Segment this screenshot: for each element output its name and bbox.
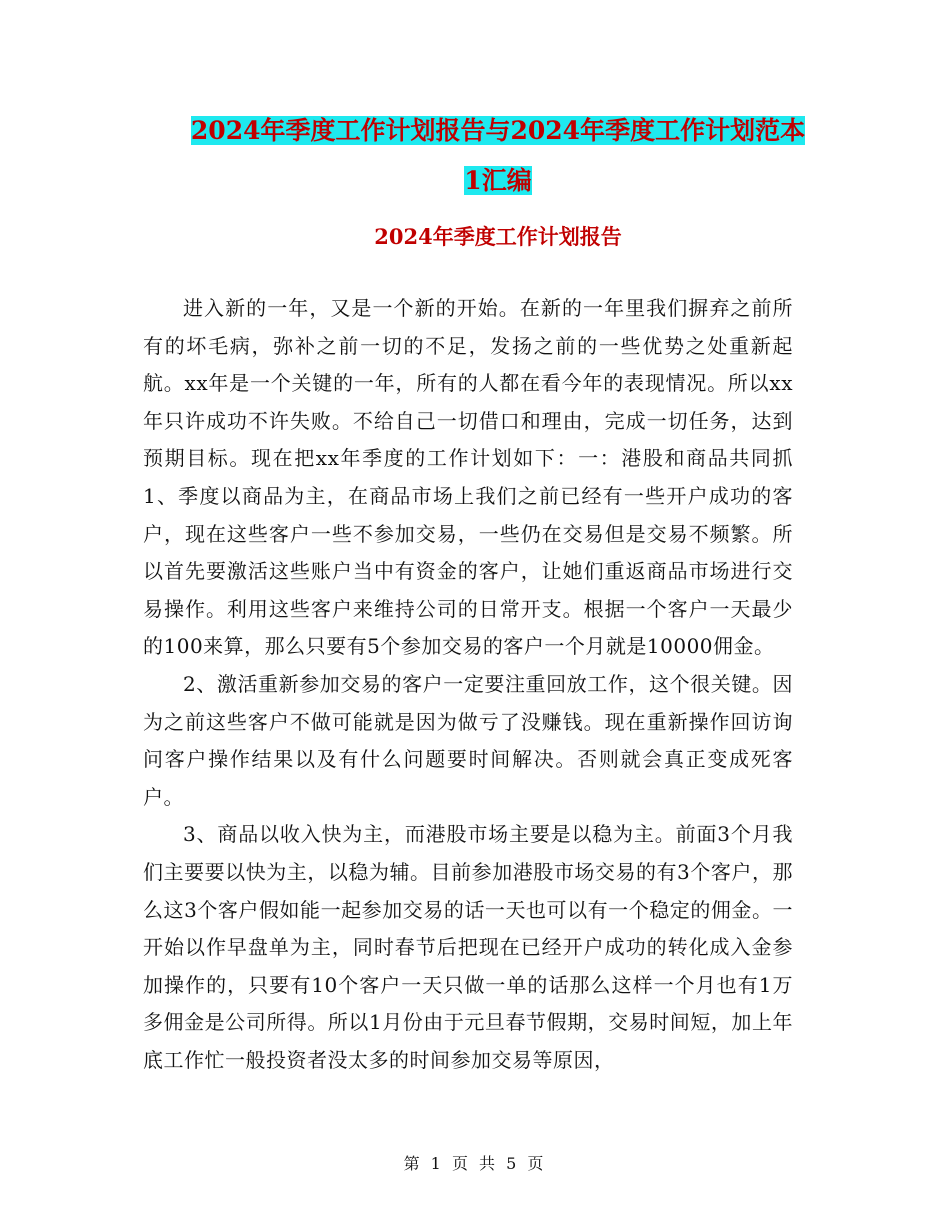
paragraph-1: 进入新的一年，又是一个新的开始。在新的一年里我们摒弃之前所有的坏毛病，弥补之前一切的不足，发扬之前的一些优势之处重新起航。xx年是一个关键的一年，所有的人都在看今年的表现情况。所以xx年只许成功不许失败。不给自己一切借口和理由，完成一切任务，达到预期目标。现在把xx年季度的工作计划如下：一：港股和商品共同抓1、季度以商品为主，在商品市场上我们之前已经有一些开户成功的客户，现在这些客户一些不参加交易，一些仍在交易但是交易不频繁。所以首先要激活这些账户当中有资金的客户，让她们重返商品市场进行交易操作。利用这些客户来维持公司的日常开支。根据一个客户一天最少的100来算，那么只要有5个参加交易的客户一个月就是10000佣金。 bbox=[143, 296, 793, 659]
document-title bbox=[140, 106, 856, 206]
page-number-footer: 第 1 页 共 5 页 bbox=[403, 1154, 547, 1173]
paragraph-2: 2、激活重新参加交易的客户一定要注重回放工作，这个很关键。因为之前这些客户不做可能就是因为做亏了没赚钱。现在重新操作回访询问客户操作结果以及有什么问题要时间解决。否则就会真正变成死客户。 bbox=[143, 671, 793, 809]
document-title-line-2: 1汇编 bbox=[464, 166, 532, 195]
document-body bbox=[143, 290, 793, 1079]
paragraph-3: 3、商品以收入快为主，而港股市场主要是以稳为主。前面3个月我们主要要以快为主，以稳为辅。目前参加港股市场交易的有3个客户，那么这3个客户假如能一起参加交易的话一天也可以有一个稳定的佣金。一开始以作早盘单为主，同时春节后把现在已经开户成功的转化成入金参加操作的，只要有10个客户一天只做一单的话那么这样一个月也有1万多佣金是公司所得。所以1月份由于元旦春节假期，交易时间短，加上年底工作忙一般投资者没太多的时间参加交易等原因， bbox=[143, 822, 793, 1072]
document-title-line-1: 2024年季度工作计划报告与2024年季度工作计划范本 bbox=[190, 116, 806, 145]
section-title: 2024年季度工作计划报告 bbox=[374, 224, 622, 249]
